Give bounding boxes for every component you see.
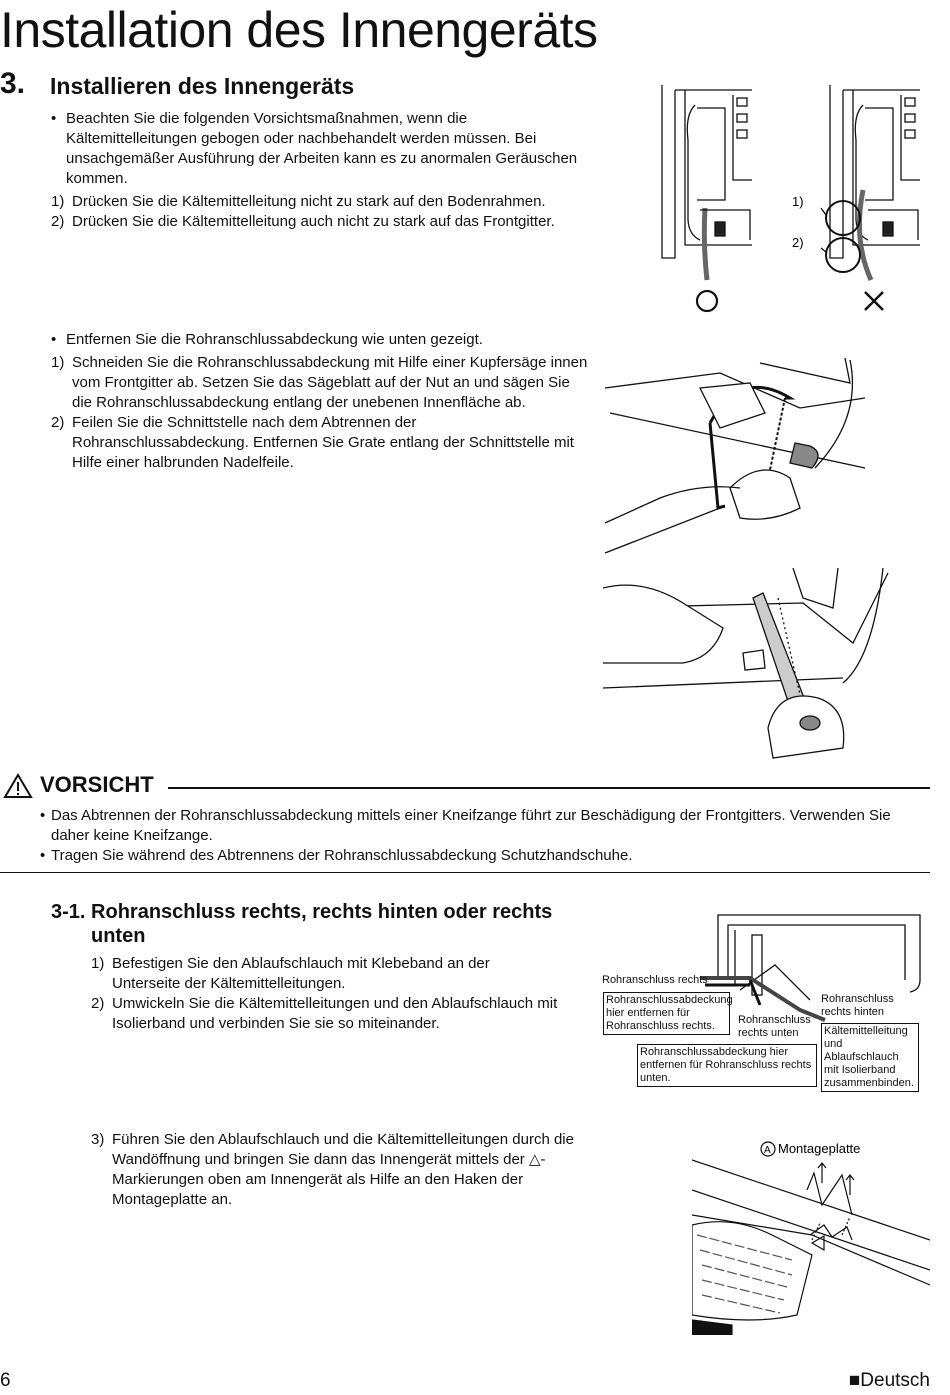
item-text: Umwickeln Sie die Kältemittelleitungen und den Ablaufschlauch mit Isolierband und verbinden Sie sie so miteinander. (112, 995, 558, 1032)
item-number: 1) (51, 354, 65, 371)
warning-triangle-icon (3, 773, 33, 799)
file-deburring-figure (603, 568, 893, 763)
page-number: 6 (0, 1370, 11, 1391)
item-text: Feilen Sie die Schnittstelle nach dem Abtrennen der Rohranschlussabdeckung. Entfernen Sie Grate entlang der Schnittstelle mit Hilfe einer halbrunden Nadelfeile. (72, 414, 574, 471)
item-text: Befestigen Sie den Ablaufschlauch mit Klebeband an der Unterseite der Kältemittelleitungen. (112, 955, 490, 992)
section-divider (0, 872, 930, 873)
subsection-title-line2: unten (91, 925, 146, 947)
item-number: 2) (51, 414, 65, 431)
precaution-bullet: • Beachten Sie die folgenden Vorsichtsmaßnahmen, wenn die Kältemittelleitungen gebogen oder nachbehandelt werden müssen. Bei unsachgemäßer Ausführung der Arbeiten kann es zu anormalen Geräuschen kommen. (51, 109, 596, 189)
item-text: Drücken Sie die Kältemittelleitung nicht zu stark auf den Bodenrahmen. (72, 193, 546, 210)
label-pipe-right: Rohranschluss rechts (602, 974, 708, 986)
cover-removal-item-2 (51, 413, 591, 473)
language-text: Deutsch (860, 1370, 930, 1391)
item-text-before: Führen Sie den Ablaufschlauch und die Kältemittelleitungen durch die Wandöffnung und bringen Sie dann das Innengerät mittels der (112, 1131, 574, 1168)
language-label (849, 1370, 930, 1392)
item-text: Schneiden Sie die Rohranschlussabdeckung mit Hilfe einer Kupfersäge innen vom Frontgitter ab. Setzen Sie das Sägeblatt auf der Nut an und sägen Sie die Rohranschlussabdeckung entlang der unebenen Innenfläche ab. (72, 354, 588, 411)
subsection-title-line1: Rohranschluss rechts, rechts hinten oder rechts (91, 901, 553, 923)
caution-divider (168, 787, 930, 789)
piping-step-2 (91, 994, 561, 1034)
item-number: 1) (91, 955, 105, 972)
ng-cross-icon (865, 292, 883, 310)
marker-a-letter: A (764, 1145, 771, 1156)
precaution-item-2 (51, 212, 596, 232)
caution-title: VORSICHT (40, 772, 154, 797)
item-number: 1) (51, 193, 65, 210)
mounting-plate-figure (692, 1135, 930, 1335)
caution-item-1: • Das Abtrennen der Rohranschlussabdeckung mittels einer Kneifzange führt zur Beschädigung der Frontgitters. Verwenden Sie daher keine Kneifzange. (40, 806, 930, 846)
figure-label-1: 1) (792, 194, 804, 209)
item-text: Drücken Sie die Kältemittelleitung auch nicht zu stark auf das Frontgitter. (72, 213, 555, 230)
piping-step-1 (91, 954, 561, 994)
label-pipe-right-bottom: Rohranschluss rechts unten (738, 1014, 811, 1039)
triangle-mark-icon: △ (528, 1151, 541, 1168)
precaution-text-block (51, 109, 596, 232)
item-text-after: -Markierungen oben am Innengerät als Hilfe an den Haken der Montageplatte an. (112, 1151, 546, 1208)
cover-removal-bullet: • Entfernen Sie die Rohranschlussabdeckung wie unten gezeigt. (51, 330, 591, 350)
section-title: Installieren des Innengeräts (50, 73, 355, 99)
subsection-title (51, 900, 552, 948)
cover-removal-item-1 (51, 353, 591, 413)
piping-step-3 (91, 1130, 586, 1210)
item-number: 2) (51, 213, 65, 230)
label-pipe-right-back: Rohranschluss rechts hinten (821, 993, 894, 1018)
figure-label-2: 2) (792, 235, 804, 250)
pipe-bending-figure (655, 80, 935, 320)
piping-step-3-row (91, 1130, 586, 1210)
item-number: 3) (91, 1131, 105, 1148)
square-icon: ■ (848, 1370, 861, 1391)
section-number: 3. (0, 67, 26, 100)
piping-steps-list (91, 954, 561, 1034)
ok-circle-icon (697, 291, 717, 311)
item-number: 2) (91, 995, 105, 1012)
caution-list (40, 806, 930, 866)
saw-cutting-figure (600, 358, 870, 558)
box-remove-cover-right: Rohranschlussabdeckung hier entfernen für Rohranschluss rechts. (603, 992, 730, 1035)
box-bind-with-tape: Kältemittelleitung und Ablaufschlauch mit Isolierband zusammenbinden. (821, 1023, 919, 1092)
page-title: Installation des Innengeräts (0, 2, 598, 58)
caution-item-2: • Tragen Sie während des Abtrennens der Rohranschlussabdeckung Schutzhandschuhe. (40, 846, 930, 866)
precaution-item-1 (51, 192, 596, 212)
subsection-number: 3-1. (51, 901, 86, 923)
mounting-plate-label: Montageplatte (778, 1141, 861, 1156)
cover-removal-text-block (51, 330, 591, 473)
box-remove-cover-right-bottom: Rohranschlussabdeckung hier entfernen für Rohranschluss rechts unten. (637, 1044, 817, 1087)
